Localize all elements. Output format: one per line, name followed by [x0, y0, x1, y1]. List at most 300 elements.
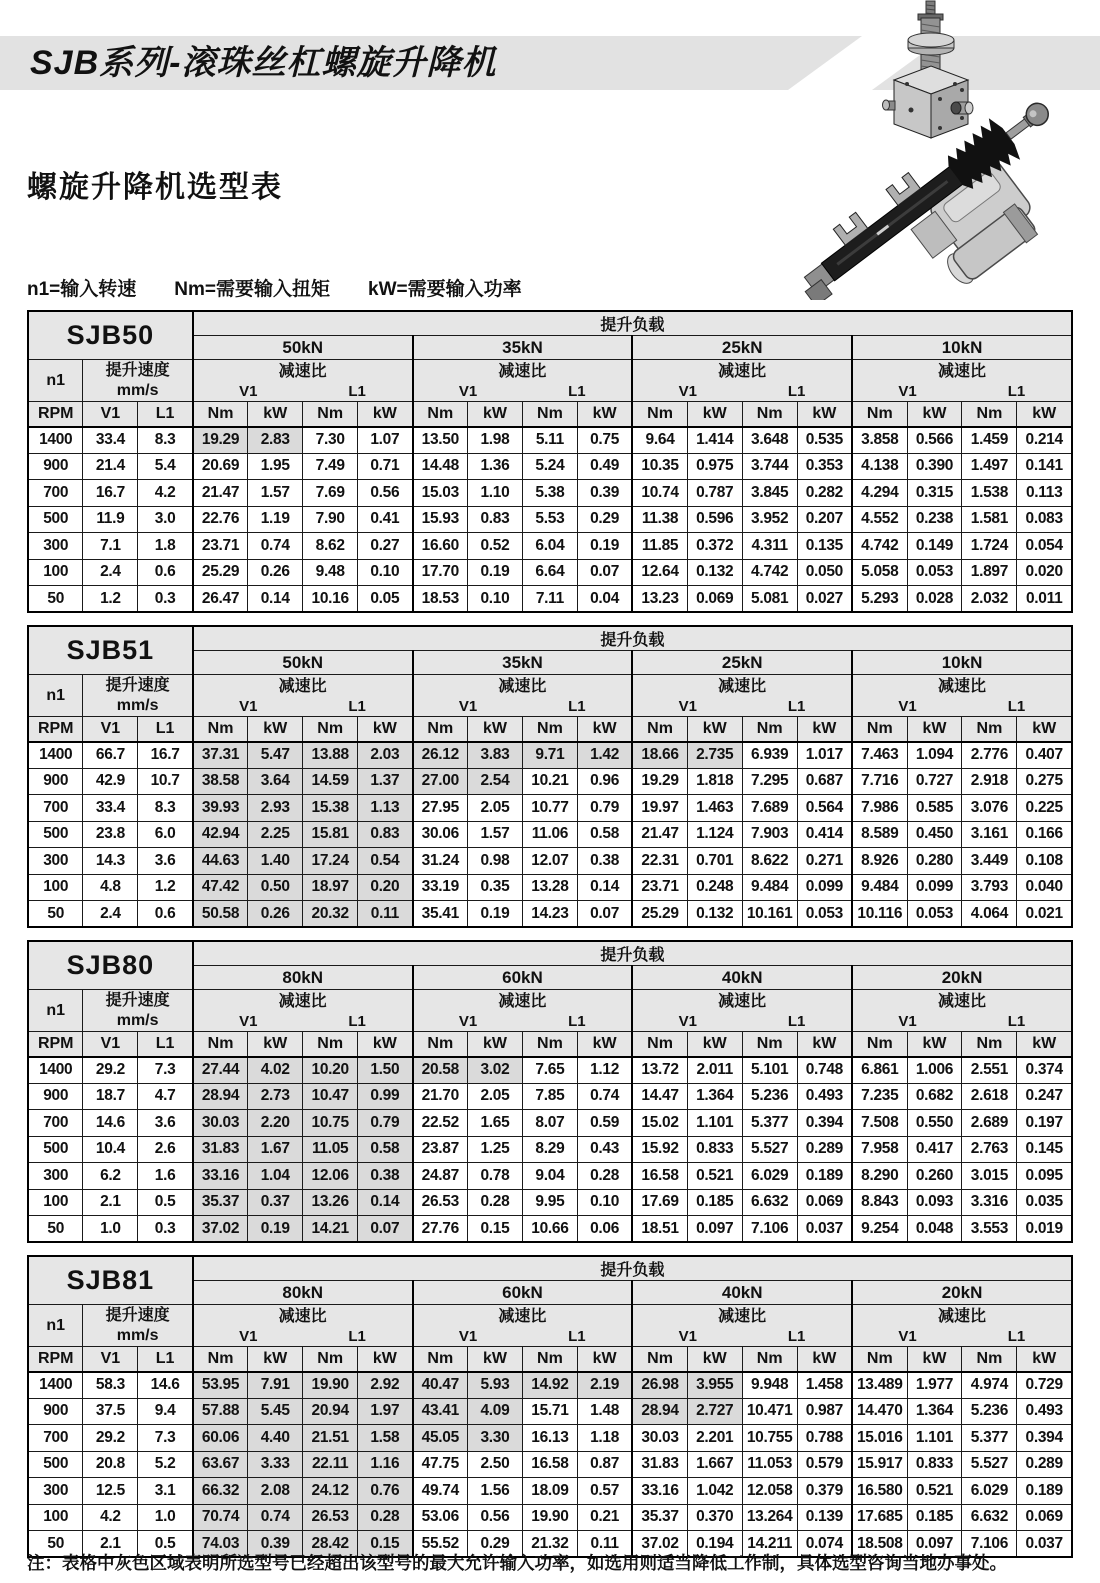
- l1-label: L1: [787, 382, 806, 400]
- selection-table-sjb80: [27, 940, 1073, 1243]
- kw-value: 0.053: [907, 901, 962, 928]
- nm-value: 15.92: [632, 1136, 687, 1163]
- kw-unit-label: kW: [577, 402, 632, 427]
- l1-label: L1: [568, 1012, 586, 1030]
- nm-value: 44.63: [193, 848, 248, 875]
- load-column-label: 50kN: [193, 336, 413, 360]
- speed-l1-value: 0.6: [138, 901, 193, 928]
- nm-value: 26.98: [632, 1372, 687, 1399]
- lift-speed-label: 提升速度 mm/s: [83, 990, 193, 1032]
- rpm-value: 300: [28, 1478, 83, 1505]
- speed-l1-value: 3.1: [138, 1478, 193, 1505]
- nm-value: 16.13: [522, 1425, 577, 1452]
- rpm-label: RPM: [28, 1032, 83, 1057]
- kw-value: 0.048: [907, 1216, 962, 1243]
- kw-value: 0.14: [248, 586, 303, 613]
- kw-value: 0.054: [1017, 533, 1072, 560]
- v1-label: V1: [678, 382, 697, 400]
- speed-l1-value: 3.6: [138, 848, 193, 875]
- load-column-label: 35kN: [413, 651, 633, 675]
- nm-value: 16.58: [632, 1163, 687, 1190]
- kw-value: 2.03: [358, 742, 413, 769]
- kw-value: 0.682: [907, 1083, 962, 1110]
- table-row: [28, 901, 1072, 928]
- nm-value: 10.161: [742, 901, 797, 928]
- kw-value: 0.28: [577, 1163, 632, 1190]
- nm-unit-label: Nm: [962, 1347, 1017, 1372]
- kw-value: 2.93: [248, 795, 303, 822]
- table-row: [28, 821, 1072, 848]
- ratio-label: 减速比 V1 L1: [413, 360, 633, 402]
- v1-label: V1: [458, 1012, 478, 1030]
- kw-value: 0.372: [687, 533, 742, 560]
- kw-value: 0.07: [577, 901, 632, 928]
- nm-value: 6.029: [962, 1478, 1017, 1505]
- l1-label: L1: [138, 717, 193, 742]
- model-name: SJB50: [28, 311, 193, 360]
- speed-l1-value: 1.2: [138, 874, 193, 901]
- nm-value: 11.053: [742, 1451, 797, 1478]
- nm-unit-label: Nm: [632, 402, 687, 427]
- nm-unit-label: Nm: [193, 1347, 248, 1372]
- nm-value: 17.70: [413, 559, 468, 586]
- nm-unit-label: Nm: [413, 717, 468, 742]
- nm-value: 19.29: [193, 427, 248, 454]
- nm-value: 8.62: [303, 533, 358, 560]
- kw-value: 0.58: [577, 821, 632, 848]
- kw-unit-label: kW: [687, 1347, 742, 1372]
- kw-value: 0.566: [907, 427, 962, 454]
- rpm-value: 50: [28, 1216, 83, 1243]
- nm-value: 22.31: [632, 848, 687, 875]
- nm-value: 4.974: [962, 1372, 1017, 1399]
- ratio-label: 减速比 V1 L1: [632, 360, 852, 402]
- selection-tables: [27, 310, 1073, 1570]
- kw-value: 1.16: [358, 1451, 413, 1478]
- ratio-label: 减速比 V1 L1: [193, 360, 413, 402]
- v1-label: V1: [83, 717, 138, 742]
- nm-value: 24.87: [413, 1163, 468, 1190]
- speed-l1-value: 5.2: [138, 1451, 193, 1478]
- speed-v1-value: 11.9: [83, 506, 138, 533]
- nm-value: 7.30: [303, 427, 358, 454]
- kw-value: 0.028: [907, 586, 962, 613]
- kw-value: 0.14: [358, 1189, 413, 1216]
- rpm-value: 50: [28, 901, 83, 928]
- speed-v1-value: 29.2: [83, 1425, 138, 1452]
- nm-unit-label: Nm: [632, 1347, 687, 1372]
- kw-value: 1.56: [468, 1478, 523, 1505]
- kw-value: 0.76: [358, 1478, 413, 1505]
- v1-label: V1: [83, 1347, 138, 1372]
- nm-value: 2.551: [962, 1057, 1017, 1084]
- nm-value: 42.94: [193, 821, 248, 848]
- kw-value: 0.108: [1017, 848, 1072, 875]
- kw-value: 0.214: [1017, 427, 1072, 454]
- kw-value: 0.139: [797, 1504, 852, 1531]
- rpm-value: 700: [28, 1425, 83, 1452]
- nm-value: 4.311: [742, 533, 797, 560]
- nm-value: 14.59: [303, 768, 358, 795]
- nm-value: 66.32: [193, 1478, 248, 1505]
- nm-value: 30.03: [632, 1425, 687, 1452]
- kw-value: 0.011: [1017, 586, 1072, 613]
- nm-unit-label: Nm: [193, 717, 248, 742]
- kw-value: 2.201: [687, 1425, 742, 1452]
- kw-value: 0.037: [1017, 1531, 1072, 1558]
- nm-value: 1.497: [962, 453, 1017, 480]
- speed-l1-value: 16.7: [138, 742, 193, 769]
- kw-value: 0.71: [358, 453, 413, 480]
- kw-unit-label: kW: [797, 1347, 852, 1372]
- kw-value: 0.374: [1017, 1057, 1072, 1084]
- kw-value: 7.91: [248, 1372, 303, 1399]
- nm-value: 37.31: [193, 742, 248, 769]
- kw-value: 2.05: [468, 1083, 523, 1110]
- kw-value: 0.28: [468, 1189, 523, 1216]
- kw-value: 3.64: [248, 768, 303, 795]
- nm-value: 21.47: [193, 480, 248, 507]
- kw-value: 0.189: [797, 1163, 852, 1190]
- nm-value: 16.60: [413, 533, 468, 560]
- rpm-value: 900: [28, 1083, 83, 1110]
- nm-unit-label: Nm: [742, 717, 797, 742]
- kw-unit-label: kW: [468, 717, 523, 742]
- nm-value: 7.106: [962, 1531, 1017, 1558]
- nm-value: 18.97: [303, 874, 358, 901]
- rpm-value: 900: [28, 768, 83, 795]
- kw-value: 0.149: [907, 533, 962, 560]
- speed-l1-value: 7.3: [138, 1057, 193, 1084]
- nm-value: 14.21: [303, 1216, 358, 1243]
- rpm-value: 900: [28, 453, 83, 480]
- table-row: [28, 1136, 1072, 1163]
- v1-label: V1: [678, 697, 697, 715]
- kw-value: 5.93: [468, 1372, 523, 1399]
- kw-value: 1.042: [687, 1478, 742, 1505]
- nm-value: 13.88: [303, 742, 358, 769]
- nm-value: 10.35: [632, 453, 687, 480]
- nm-value: 14.92: [522, 1372, 577, 1399]
- nm-value: 26.53: [413, 1189, 468, 1216]
- nm-value: 5.058: [852, 559, 907, 586]
- kw-value: 0.35: [468, 874, 523, 901]
- nm-value: 74.03: [193, 1531, 248, 1558]
- kw-unit-label: kW: [358, 1032, 413, 1057]
- nm-value: 6.64: [522, 559, 577, 586]
- rpm-value: 700: [28, 795, 83, 822]
- kw-unit-label: kW: [248, 1032, 303, 1057]
- kw-value: 1.977: [907, 1372, 962, 1399]
- kw-value: 2.727: [687, 1398, 742, 1425]
- rpm-value: 700: [28, 1110, 83, 1137]
- kw-value: 0.289: [797, 1136, 852, 1163]
- kw-value: 0.166: [1017, 821, 1072, 848]
- kw-unit-label: kW: [907, 1347, 962, 1372]
- kw-value: 1.667: [687, 1451, 742, 1478]
- nm-value: 18.508: [852, 1531, 907, 1558]
- kw-value: 0.29: [577, 506, 632, 533]
- kw-value: 0.14: [577, 874, 632, 901]
- table-row: [28, 1504, 1072, 1531]
- kw-unit-label: kW: [1017, 402, 1072, 427]
- nm-value: 9.95: [522, 1189, 577, 1216]
- speed-l1-value: 0.6: [138, 559, 193, 586]
- nm-value: 15.03: [413, 480, 468, 507]
- nm-value: 6.632: [742, 1189, 797, 1216]
- kw-value: 3.83: [468, 742, 523, 769]
- ratio-label: 减速比 V1 L1: [193, 990, 413, 1032]
- nm-value: 7.716: [852, 768, 907, 795]
- load-column-label: 25kN: [632, 336, 852, 360]
- kw-value: 0.20: [358, 874, 413, 901]
- nm-value: 17.69: [632, 1189, 687, 1216]
- n1-label: n1: [28, 360, 83, 402]
- rpm-value: 100: [28, 1504, 83, 1531]
- rpm-value: 50: [28, 1531, 83, 1558]
- kw-unit-label: kW: [797, 402, 852, 427]
- nm-value: 10.75: [303, 1110, 358, 1137]
- ratio-label: 减速比 V1 L1: [413, 990, 633, 1032]
- kw-value: 2.011: [687, 1057, 742, 1084]
- kw-value: 1.57: [468, 821, 523, 848]
- nm-value: 7.90: [303, 506, 358, 533]
- kw-value: 0.21: [577, 1504, 632, 1531]
- nm-value: 12.058: [742, 1478, 797, 1505]
- v1-label: V1: [83, 1032, 138, 1057]
- nm-value: 7.49: [303, 453, 358, 480]
- nm-value: 63.67: [193, 1451, 248, 1478]
- nm-value: 15.38: [303, 795, 358, 822]
- kw-unit-label: kW: [687, 402, 742, 427]
- nm-value: 7.295: [742, 768, 797, 795]
- nm-value: 40.47: [413, 1372, 468, 1399]
- rpm-value: 500: [28, 1451, 83, 1478]
- kw-value: 0.185: [687, 1189, 742, 1216]
- nm-value: 70.74: [193, 1504, 248, 1531]
- kw-value: 1.101: [907, 1425, 962, 1452]
- nm-value: 3.553: [962, 1216, 1017, 1243]
- speed-l1-value: 0.3: [138, 1216, 193, 1243]
- legend-item-nm: Nm=需要输入扭矩: [174, 279, 330, 300]
- nm-value: 37.02: [193, 1216, 248, 1243]
- kw-value: 0.020: [1017, 559, 1072, 586]
- kw-value: 0.550: [907, 1110, 962, 1137]
- v1-label: V1: [458, 1327, 478, 1345]
- nm-value: 3.449: [962, 848, 1017, 875]
- nm-value: 14.470: [852, 1398, 907, 1425]
- kw-value: 1.95: [248, 453, 303, 480]
- nm-unit-label: Nm: [962, 402, 1017, 427]
- kw-unit-label: kW: [468, 402, 523, 427]
- nm-value: 7.69: [303, 480, 358, 507]
- nm-value: 19.90: [522, 1504, 577, 1531]
- nm-value: 47.75: [413, 1451, 468, 1478]
- kw-value: 2.19: [577, 1372, 632, 1399]
- l1-label: L1: [568, 697, 586, 715]
- nm-value: 33.16: [632, 1478, 687, 1505]
- l1-label: L1: [568, 382, 586, 400]
- nm-value: 26.12: [413, 742, 468, 769]
- nm-value: 57.88: [193, 1398, 248, 1425]
- nm-value: 25.29: [632, 901, 687, 928]
- kw-value: 1.006: [907, 1057, 962, 1084]
- nm-value: 14.23: [522, 901, 577, 928]
- kw-value: 1.36: [468, 453, 523, 480]
- nm-value: 13.23: [632, 586, 687, 613]
- table-row: [28, 1451, 1072, 1478]
- table-row: [28, 1425, 1072, 1452]
- kw-value: 1.97: [358, 1398, 413, 1425]
- lift-speed-label: 提升速度 mm/s: [83, 675, 193, 717]
- speed-l1-value: 1.8: [138, 533, 193, 560]
- nm-value: 16.580: [852, 1478, 907, 1505]
- kw-value: 0.113: [1017, 480, 1072, 507]
- nm-value: 10.66: [522, 1216, 577, 1243]
- kw-unit-label: kW: [577, 1032, 632, 1057]
- nm-value: 22.11: [303, 1451, 358, 1478]
- table-row: [28, 506, 1072, 533]
- kw-value: 0.379: [797, 1478, 852, 1505]
- kw-value: 0.96: [577, 768, 632, 795]
- kw-value: 1.67: [248, 1136, 303, 1163]
- nm-value: 15.016: [852, 1425, 907, 1452]
- v1-label: V1: [458, 382, 478, 400]
- kw-value: 0.78: [468, 1163, 523, 1190]
- speed-v1-value: 58.3: [83, 1372, 138, 1399]
- v1-label: V1: [239, 1327, 258, 1345]
- ratio-label: 减速比 V1 L1: [852, 1305, 1072, 1347]
- nm-value: 9.484: [742, 874, 797, 901]
- table-row: [28, 1216, 1072, 1243]
- kw-value: 0.099: [797, 874, 852, 901]
- speed-v1-value: 7.1: [83, 533, 138, 560]
- nm-value: 7.85: [522, 1083, 577, 1110]
- nm-value: 2.689: [962, 1110, 1017, 1137]
- nm-value: 7.689: [742, 795, 797, 822]
- kw-value: 0.185: [907, 1504, 962, 1531]
- kw-unit-label: kW: [358, 717, 413, 742]
- kw-value: 0.74: [248, 533, 303, 560]
- kw-value: 0.15: [468, 1216, 523, 1243]
- kw-value: 2.50: [468, 1451, 523, 1478]
- speed-l1-value: 8.3: [138, 427, 193, 454]
- kw-value: 0.037: [797, 1216, 852, 1243]
- nm-value: 27.95: [413, 795, 468, 822]
- load-header-label: 提升负载: [193, 311, 1072, 336]
- nm-value: 8.926: [852, 848, 907, 875]
- nm-value: 28.42: [303, 1531, 358, 1558]
- load-column-label: 35kN: [413, 336, 633, 360]
- nm-value: 8.843: [852, 1189, 907, 1216]
- nm-value: 9.04: [522, 1163, 577, 1190]
- kw-value: 0.069: [687, 586, 742, 613]
- ratio-label: 减速比 V1 L1: [413, 675, 633, 717]
- kw-value: 0.26: [248, 901, 303, 928]
- nm-value: 7.463: [852, 742, 907, 769]
- rpm-value: 1400: [28, 427, 83, 454]
- table-row: [28, 533, 1072, 560]
- nm-value: 22.76: [193, 506, 248, 533]
- kw-unit-label: kW: [248, 402, 303, 427]
- kw-value: 0.450: [907, 821, 962, 848]
- table-row: [28, 586, 1072, 613]
- v1-label: V1: [458, 697, 478, 715]
- kw-value: 0.975: [687, 453, 742, 480]
- kw-value: 0.097: [687, 1216, 742, 1243]
- speed-l1-value: 14.6: [138, 1372, 193, 1399]
- nm-value: 7.958: [852, 1136, 907, 1163]
- kw-value: 0.701: [687, 848, 742, 875]
- nm-value: 23.71: [193, 533, 248, 560]
- nm-value: 13.264: [742, 1504, 797, 1531]
- nm-unit-label: Nm: [962, 717, 1017, 742]
- nm-value: 35.37: [632, 1504, 687, 1531]
- kw-value: 0.833: [687, 1136, 742, 1163]
- ratio-label: 减速比 V1 L1: [632, 1305, 852, 1347]
- table-row: [28, 1372, 1072, 1399]
- kw-value: 0.021: [1017, 901, 1072, 928]
- kw-value: 2.05: [468, 795, 523, 822]
- nm-value: 27.76: [413, 1216, 468, 1243]
- nm-value: 28.94: [193, 1083, 248, 1110]
- kw-unit-label: kW: [358, 1347, 413, 1372]
- nm-value: 11.38: [632, 506, 687, 533]
- kw-value: 1.25: [468, 1136, 523, 1163]
- kw-value: 1.37: [358, 768, 413, 795]
- kw-value: 1.42: [577, 742, 632, 769]
- nm-value: 3.952: [742, 506, 797, 533]
- speed-l1-value: 8.3: [138, 795, 193, 822]
- kw-value: 0.282: [797, 480, 852, 507]
- nm-unit-label: Nm: [852, 717, 907, 742]
- nm-unit-label: Nm: [852, 1347, 907, 1372]
- kw-value: 1.65: [468, 1110, 523, 1137]
- selection-table-sjb51: [27, 625, 1073, 928]
- v1-label: V1: [898, 382, 917, 400]
- kw-value: 0.289: [1017, 1451, 1072, 1478]
- nm-unit-label: Nm: [303, 1032, 358, 1057]
- kw-value: 0.019: [1017, 1216, 1072, 1243]
- nm-value: 3.744: [742, 453, 797, 480]
- kw-value: 0.050: [797, 559, 852, 586]
- nm-value: 53.95: [193, 1372, 248, 1399]
- model-name: SJB80: [28, 941, 193, 990]
- kw-unit-label: kW: [797, 717, 852, 742]
- selection-table-sjb50: [27, 310, 1073, 613]
- table-row: [28, 848, 1072, 875]
- kw-value: 1.98: [468, 427, 523, 454]
- l1-label: L1: [138, 402, 193, 427]
- kw-value: 0.79: [577, 795, 632, 822]
- rpm-value: 100: [28, 559, 83, 586]
- kw-value: 0.535: [797, 427, 852, 454]
- kw-value: 0.275: [1017, 768, 1072, 795]
- kw-value: 0.521: [687, 1163, 742, 1190]
- kw-value: 2.54: [468, 768, 523, 795]
- table-row: [28, 480, 1072, 507]
- kw-value: 0.05: [358, 586, 413, 613]
- kw-value: 0.238: [907, 506, 962, 533]
- nm-value: 26.47: [193, 586, 248, 613]
- nm-value: 33.16: [193, 1163, 248, 1190]
- kw-value: 0.987: [797, 1398, 852, 1425]
- ratio-label: 减速比 V1 L1: [413, 1305, 633, 1347]
- speed-l1-value: 5.4: [138, 453, 193, 480]
- kw-value: 3.30: [468, 1425, 523, 1452]
- nm-value: 35.41: [413, 901, 468, 928]
- kw-value: 0.748: [797, 1057, 852, 1084]
